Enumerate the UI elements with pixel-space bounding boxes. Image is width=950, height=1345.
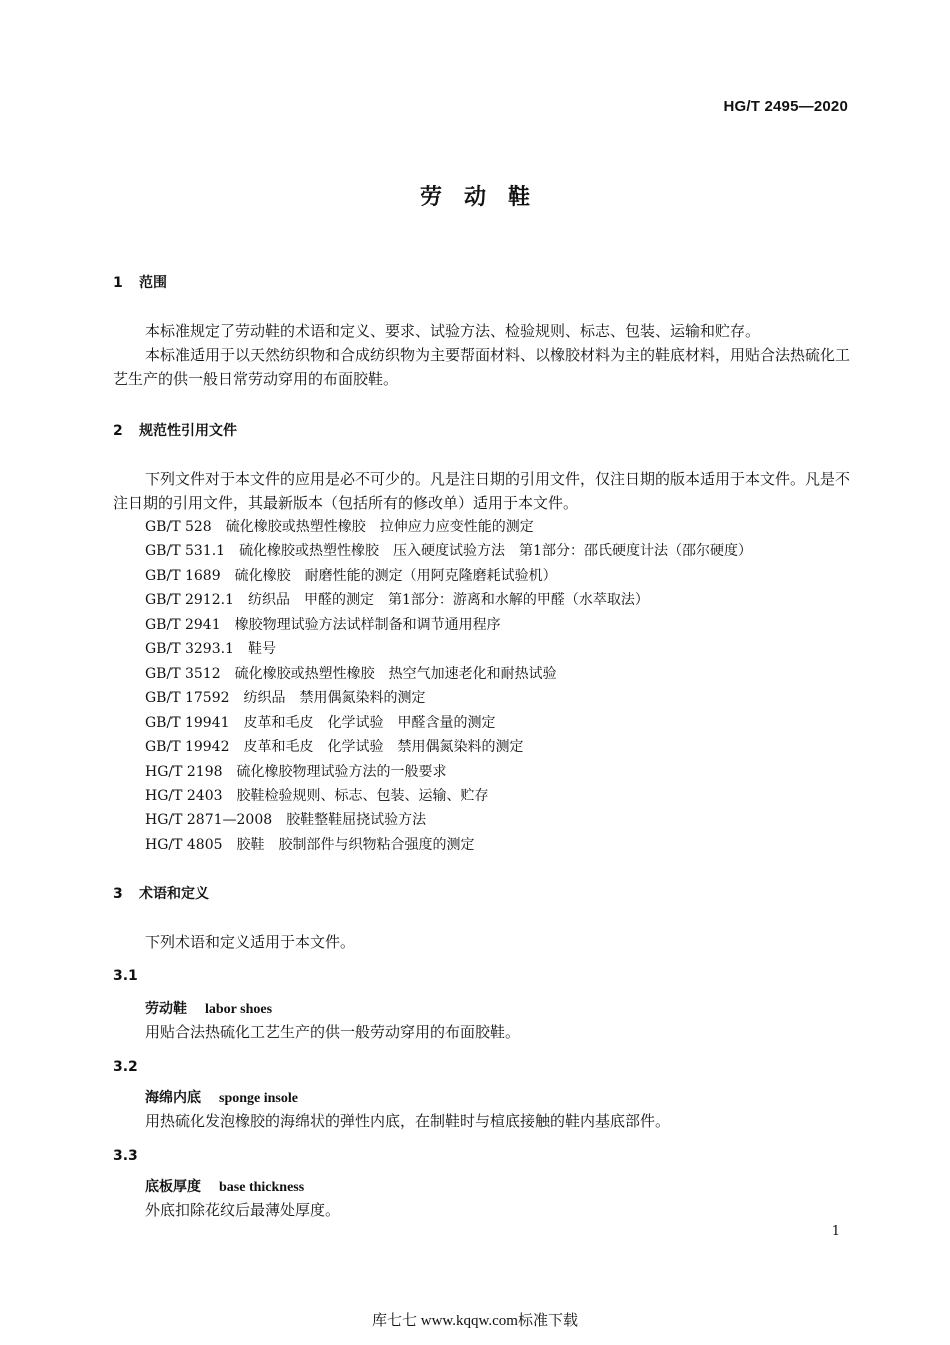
reference-title: 胶鞋整鞋屈挠试验方法 [286, 812, 427, 828]
reference-title: 皮革和毛皮 化学试验 禁用偶氮染料的测定 [243, 739, 524, 755]
reference-code: GB/T 19941 [145, 715, 230, 731]
section-title: 范围 [139, 275, 167, 291]
scope-paragraph-1: 本标准规定了劳动鞋的术语和定义、要求、试验方法、检验规则、标志、包装、运输和贮存。 [145, 322, 761, 340]
reference-title: 胶鞋检验规则、标志、包装、运输、贮存 [236, 788, 489, 804]
term-entry [145, 1087, 298, 1107]
reference-code: GB/T 3293.1 [145, 641, 234, 657]
section-number: 2 [113, 423, 123, 439]
reference-item [145, 686, 426, 711]
terms-intro: 下列术语和定义适用于本文件。 [145, 933, 356, 951]
reference-code: GB/T 19942 [145, 739, 230, 755]
reference-title: 纺织品 禁用偶氮染料的测定 [243, 690, 426, 706]
term-entry [145, 998, 272, 1018]
reference-title: 纺织品 甲醛的测定 第1部分：游离和水解的甲醛（水萃取法） [247, 592, 649, 608]
term-en: base thickness [219, 1180, 305, 1195]
section-title: 规范性引用文件 [139, 423, 237, 439]
reference-code: HG/T 2871—2008 [145, 812, 273, 828]
reference-code: GB/T 528 [145, 519, 212, 535]
reference-item [145, 808, 426, 833]
term-zh: 劳动鞋 [145, 1001, 187, 1017]
reference-title: 皮革和毛皮 化学试验 甲醛含量的测定 [243, 715, 496, 731]
document-title: 劳动鞋 [419, 185, 552, 210]
reference-title: 硫化橡胶或热塑性橡胶 热空气加速老化和耐热试验 [234, 666, 557, 682]
term-definition: 用贴合法热硫化工艺生产的供一般劳动穿用的布面胶鞋。 [145, 1023, 521, 1041]
normative-references-intro: 下列文件对于本文件的应用是必不可少的。凡是注日期的引用文件，仅注日期的版本适用于本文件。凡是不注日期的引用文件，其最新版本（包括所有的修改单）适用于本文件。 [113, 470, 851, 512]
reference-title: 胶鞋 胶制部件与织物粘合强度的测定 [236, 837, 475, 853]
term-entry [145, 1176, 304, 1196]
reference-item [145, 760, 447, 785]
reference-title: 硫化橡胶 耐磨性能的测定（用阿克隆磨耗试验机） [234, 568, 557, 584]
reference-code: GB/T 531.1 [145, 543, 226, 559]
reference-code: HG/T 4805 [145, 837, 223, 853]
term-number: 3.2 [113, 1059, 138, 1075]
reference-item [145, 613, 501, 638]
section-title: 术语和定义 [139, 886, 209, 902]
reference-code: HG/T 2198 [145, 764, 223, 780]
page-number: 1 [831, 1224, 840, 1239]
reference-item [145, 833, 475, 858]
term-definition: 外底扣除花纹后最薄处厚度。 [145, 1201, 341, 1219]
reference-title: 硫化橡胶或热塑性橡胶 压入硬度试验方法 第1部分：邵氏硬度计法（邵尔硬度） [239, 543, 752, 559]
reference-item [145, 662, 557, 687]
reference-item [145, 539, 752, 564]
reference-code: GB/T 2941 [145, 617, 221, 633]
term-zh: 底板厚度 [145, 1179, 201, 1195]
section-2-heading [113, 420, 237, 440]
term-definition: 用热硫化发泡橡胶的海绵状的弹性内底，在制鞋时与楦底接触的鞋内基底部件。 [145, 1112, 671, 1130]
reference-code: GB/T 2912.1 [145, 592, 234, 608]
reference-item [145, 711, 496, 736]
standard-code: HG/T 2495—2020 [723, 98, 848, 115]
term-number: 3.3 [113, 1148, 138, 1164]
section-3-heading [113, 883, 209, 903]
reference-item [145, 564, 557, 589]
section-number: 3 [113, 886, 123, 902]
reference-item [145, 637, 276, 662]
term-en: sponge insole [219, 1091, 298, 1106]
term-en: labor shoes [205, 1002, 273, 1017]
reference-code: GB/T 17592 [145, 690, 230, 706]
section-1-heading [113, 272, 167, 292]
reference-item [145, 735, 524, 760]
reference-title: 硫化橡胶或热塑性橡胶 拉伸应力应变性能的测定 [225, 519, 534, 535]
scope-paragraph-2: 本标准适用于以天然纺织物和合成纺织物为主要帮面材料、以橡胶材料为主的鞋底材料，用贴合法热硫化工艺生产的供一般日常劳动穿用的布面胶鞋。 [113, 346, 851, 388]
reference-code: GB/T 1689 [145, 568, 221, 584]
reference-item [145, 515, 534, 540]
reference-title: 鞋号 [247, 641, 276, 657]
reference-item [145, 784, 489, 809]
reference-code: GB/T 3512 [145, 666, 221, 682]
reference-title: 硫化橡胶物理试验方法的一般要求 [236, 764, 447, 780]
term-number: 3.1 [113, 968, 138, 984]
term-zh: 海绵内底 [145, 1090, 201, 1106]
reference-code: HG/T 2403 [145, 788, 223, 804]
section-number: 1 [113, 275, 123, 291]
reference-item [145, 588, 649, 613]
footer-watermark: 库七七 www.kqqw.com标准下载 [372, 1313, 578, 1329]
reference-title: 橡胶物理试验方法试样制备和调节通用程序 [234, 617, 501, 633]
